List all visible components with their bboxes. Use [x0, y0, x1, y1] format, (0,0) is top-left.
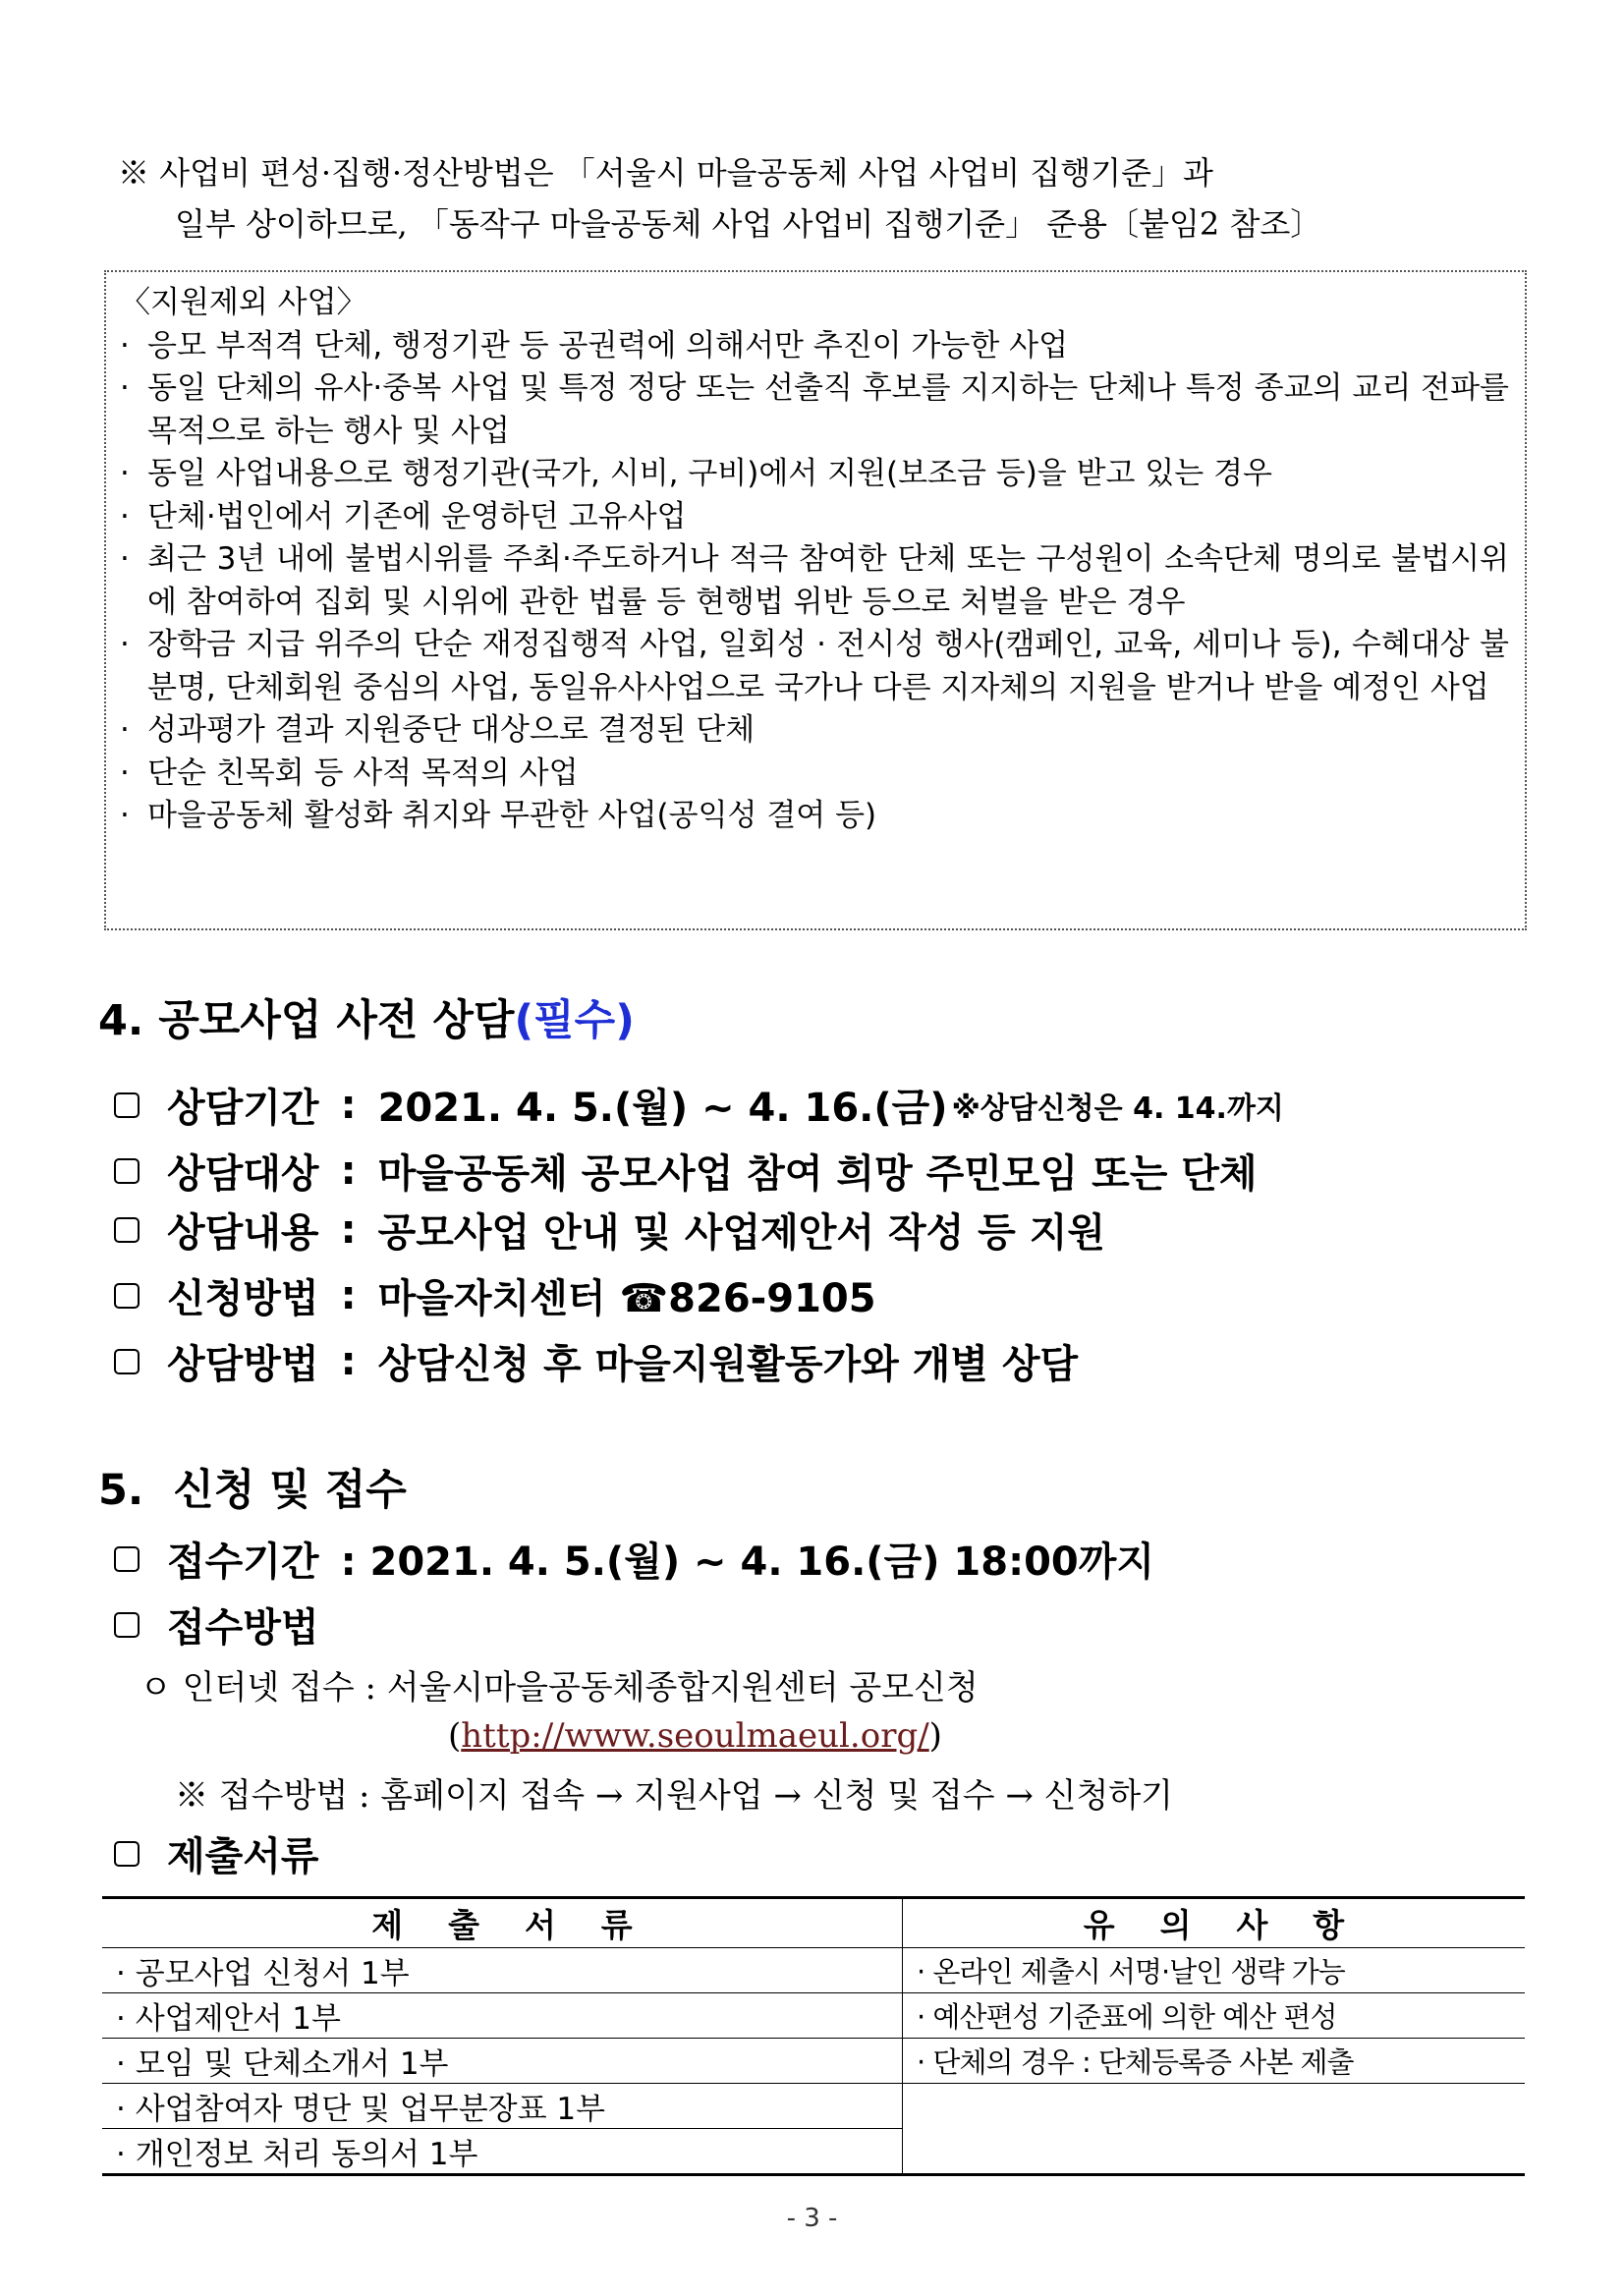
table-header-row	[102, 1898, 1525, 1948]
consult-content-row	[114, 1202, 1105, 1258]
document-cell: · 모임 및 단체소개서 1부	[102, 2039, 903, 2084]
note-cell: · 예산편성 기준표에 의한 예산 편성	[903, 1993, 1526, 2039]
header-documents: 제 출 서 류	[102, 1898, 903, 1948]
exclusion-box-title: 〈지원제외 사업〉	[120, 285, 367, 320]
checkbox-icon	[114, 1349, 140, 1374]
document-cell: · 개인정보 처리 동의서 1부	[102, 2129, 903, 2175]
section-5-title: 5. 신청 및 접수	[98, 1466, 407, 1515]
row-separator: :	[340, 1338, 357, 1384]
row-label: 상담대상	[167, 1151, 319, 1197]
apply-method-row	[114, 1267, 876, 1323]
checkbox-icon	[114, 1283, 140, 1309]
row-label: 상담내용	[167, 1210, 319, 1256]
internet-receipt: ㅇ 인터넷 접수 : 서울시마을공동체종합지원센터 공모신청	[140, 1668, 979, 1708]
required-label: (필수)	[514, 996, 635, 1045]
document-cell: · 사업참여자 명단 및 업무분장표 1부	[102, 2084, 903, 2129]
empty-note-cell	[903, 2084, 1526, 2175]
header-notes: 유 의 사 항	[903, 1898, 1526, 1948]
exclusion-item: · 마을공동체 활성화 취지와 무관한 사업(공익성 결여 등)	[120, 798, 877, 833]
table-row	[102, 2039, 1525, 2084]
row-separator: :	[340, 1148, 357, 1194]
exclusion-item: · 응모 부적격 단체, 행정기관 등 공권력에 의해서만 추진이 가능한 사업	[120, 327, 1069, 364]
row-value: 마을자치센터 ☎826-9105	[377, 1276, 876, 1321]
page-number: - 3 -	[786, 2204, 838, 2233]
row-label: 접수방법	[167, 1605, 319, 1651]
exclusion-item: · 단순 친목회 등 사적 목적의 사업	[120, 755, 579, 791]
section-4-heading	[98, 987, 635, 1047]
row-separator: :	[340, 1272, 357, 1318]
consult-target-row	[114, 1143, 1258, 1199]
note-cell: · 온라인 제출시 서명·날인 생략 가능	[903, 1948, 1526, 1993]
exclusion-box	[104, 270, 1527, 930]
consult-method-row	[114, 1333, 1078, 1389]
document-cell: · 사업제안서 1부	[102, 1993, 903, 2039]
row-separator: :	[340, 1082, 357, 1128]
checkbox-icon	[114, 1092, 140, 1118]
note-cell: · 단체의 경우 : 단체등록증 사본 제출	[903, 2039, 1526, 2084]
exclusion-item: · 동일 사업내용으로 행정기관(국가, 시비, 구비)에서 지원(보조금 등)을 받고 있는 경우	[120, 456, 1272, 491]
docs-row	[114, 1825, 319, 1881]
row-separator: :	[340, 1206, 357, 1253]
row-extra: ※상담신청은 4. 14.까지	[951, 1091, 1284, 1126]
row-label: 신청방법	[167, 1276, 319, 1321]
table-row	[102, 1948, 1525, 1993]
exclusion-item: · 장학금 지급 위주의 단순 재정집행적 사업, 일회성 · 전시성 행사(캠페인, 교육, 세미나 등), 수혜대상 불분명, 단체회원 중심의 사업, 동일유사사업으로 국가나 다른 지자체의 지원을 받거나 받을 예정인 사업	[120, 627, 1509, 705]
budget-note	[118, 147, 1533, 250]
row-label: 상담방법	[167, 1342, 319, 1387]
section-4-title: 4. 공모사업 사전 상담	[98, 996, 515, 1045]
seoulmaeul-link[interactable]: http://www.seoulmaeul.org/	[461, 1716, 929, 1756]
documents-table	[102, 1896, 1525, 2176]
exclusion-item: · 최근 3년 내에 불법시위를 주최·주도하거나 적극 참여한 단체 또는 구성원이 소속단체 명의로 불법시위에 참여하여 집회 및 시위에 관한 법률 등 현행법 위반 등으로 처벌을 받은 경우	[120, 541, 1509, 620]
consult-period-row	[114, 1077, 1284, 1133]
checkbox-icon	[114, 1612, 140, 1638]
table-row	[102, 1993, 1525, 2039]
exclusion-item: · 동일 단체의 유사·중복 사업 및 특정 정당 또는 선출직 후보를 지지하는 단체나 특정 종교의 교리 전파를 목적으로 하는 행사 및 사업	[120, 370, 1509, 449]
checkbox-icon	[114, 1841, 140, 1867]
row-value: 공모사업 안내 및 사업제안서 작성 등 지원	[377, 1210, 1105, 1256]
exclusion-item: · 단체·법인에서 기존에 운영하던 고유사업	[120, 498, 687, 534]
row-value: 2021. 4. 5.(월) ~ 4. 16.(금)	[377, 1086, 948, 1131]
row-label: 제출서류	[167, 1834, 319, 1879]
url-line: (http://www.seoulmaeul.org/)	[448, 1716, 942, 1756]
row-label: 접수기간	[167, 1540, 319, 1585]
row-value: : 2021. 4. 5.(월) ~ 4. 16.(금) 18:00까지	[340, 1540, 1155, 1585]
receipt-method-note: ※ 접수방법 : 홈페이지 접속 → 지원사업 → 신청 및 접수 → 신청하기	[175, 1776, 1174, 1816]
checkbox-icon	[114, 1158, 140, 1184]
receipt-method-row	[114, 1596, 319, 1652]
document-cell: · 공모사업 신청서 1부	[102, 1948, 903, 1993]
row-label: 상담기간	[167, 1086, 319, 1131]
row-value: 마을공동체 공모사업 참여 희망 주민모임 또는 단체	[377, 1151, 1258, 1197]
checkbox-icon	[114, 1546, 140, 1572]
receipt-period-row	[114, 1531, 1154, 1587]
budget-note-line1: ※ 사업비 편성·집행·정산방법은 「서울시 마을공동체 사업 사업비 집행기준」과	[118, 154, 1213, 192]
budget-note-line2: 일부 상이하므로, 「동작구 마을공동체 사업 사업비 집행기준」 준용〔붙임2 참조〕	[175, 205, 1322, 243]
row-value: 상담신청 후 마을지원활동가와 개별 상담	[377, 1342, 1079, 1387]
checkbox-icon	[114, 1217, 140, 1243]
table-row	[102, 2084, 1525, 2129]
exclusion-item: · 성과평가 결과 지원중단 대상으로 결정된 단체	[120, 712, 756, 748]
